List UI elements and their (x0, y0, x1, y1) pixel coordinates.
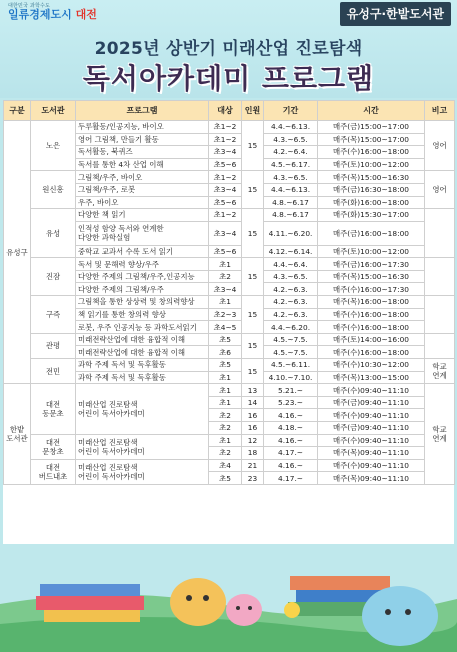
city-logo (8, 4, 97, 20)
program-cell: 중학교 교과서 수록 도서 읽기 (76, 245, 209, 258)
library-cell: 원신흥 (31, 171, 76, 209)
program-cell: 두루활동/인공지능, 바이오 (76, 121, 209, 134)
poster-title: 2025년 상반기 미래산업 진로탐색 (94, 39, 363, 59)
library-cell: 노은 (31, 121, 76, 171)
program-cell: 미래산업 진로탐색 어린이 독서아카데미 (76, 459, 209, 484)
time-cell: 매주(수)16:00~18:00 (318, 321, 425, 334)
target-cell: 초1~2 (209, 171, 242, 184)
capacity-cell: 16 (242, 422, 264, 435)
target-cell: 초5 (209, 333, 242, 346)
capacity-cell: 15 (242, 209, 264, 258)
capacity-cell: 21 (242, 459, 264, 472)
col-note: 비고 (425, 101, 455, 121)
period-cell: 4.4.~6.13. (264, 183, 318, 196)
period-cell: 4.2.~6.4. (264, 146, 318, 159)
target-cell: 초2~3 (209, 308, 242, 321)
program-cell: 다양한 주제의 그림책/우주 (76, 283, 209, 296)
target-cell: 초2 (209, 270, 242, 283)
capacity-cell: 15 (242, 121, 264, 171)
target-cell: 초3~4 (209, 221, 242, 245)
target-cell: 초2 (209, 422, 242, 435)
col-program: 프로그램 (76, 101, 209, 121)
program-cell: 과학 주제 독서 및 독후활동 (76, 359, 209, 372)
target-cell: 초1 (209, 384, 242, 397)
character-yellow-icon (170, 578, 226, 626)
period-cell: 4.11.~6.20. (264, 221, 318, 245)
period-cell: 4.4.~6.20. (264, 321, 318, 334)
note-cell (425, 258, 455, 296)
program-cell: 다양한 주제의 그림책/우주,인공지능 (76, 270, 209, 283)
time-cell: 매주(목)16:00~18:00 (318, 296, 425, 309)
target-cell: 초1 (209, 296, 242, 309)
col-capacity: 인원 (242, 101, 264, 121)
target-cell: 초6 (209, 346, 242, 359)
target-cell: 초4~5 (209, 321, 242, 334)
category-cell: 한밭 도서관 (4, 384, 31, 485)
period-cell: 4.4.~6.4. (264, 258, 318, 271)
target-cell: 초2 (209, 447, 242, 460)
program-cell: 우주, 바이오 (76, 196, 209, 209)
target-cell: 초1 (209, 434, 242, 447)
time-cell: 매주(화)16:00~18:00 (318, 196, 425, 209)
period-cell: 4.17.~ (264, 447, 318, 460)
col-target: 대상 (209, 101, 242, 121)
period-cell: 4.16.~ (264, 459, 318, 472)
capacity-cell: 14 (242, 396, 264, 409)
chick-icon (284, 602, 300, 618)
time-cell: 매주(목)15:00~17:00 (318, 133, 425, 146)
program-table (3, 100, 455, 485)
time-cell: 매주(목)09:40~11:10 (318, 472, 425, 485)
logo-main: 일류경제도시 (8, 8, 72, 21)
period-cell: 4.12.~6.14. (264, 245, 318, 258)
capacity-cell: 18 (242, 447, 264, 460)
period-cell: 5.21.~ (264, 384, 318, 397)
time-cell: 매주(목)13:00~15:00 (318, 371, 425, 384)
period-cell: 4.3.~6.5. (264, 270, 318, 283)
capacity-cell: 15 (242, 333, 264, 358)
capacity-cell: 15 (242, 296, 264, 334)
time-cell: 매주(수)16:00~18:00 (318, 308, 425, 321)
period-cell: 4.2.~6.3. (264, 283, 318, 296)
target-cell: 초3~4 (209, 146, 242, 159)
col-period: 기간 (264, 101, 318, 121)
library-cell: 대전 버드내초 (31, 459, 76, 484)
time-cell: 매주(금)09:40~11:10 (318, 422, 425, 435)
target-cell: 초5~6 (209, 158, 242, 171)
note-cell (425, 296, 455, 334)
target-cell: 초5 (209, 472, 242, 485)
target-cell: 초5~6 (209, 245, 242, 258)
logo-city: 대전 (75, 8, 97, 21)
program-cell: 독서를 통한 4차 산업 이해 (76, 158, 209, 171)
note-cell: 학교 연계 (425, 359, 455, 384)
period-cell: 4.2.~6.3. (264, 308, 318, 321)
time-cell: 매주(토)10:00~12:00 (318, 158, 425, 171)
program-cell: 미래산업 진로탐색 어린이 독서아카데미 (76, 384, 209, 434)
period-cell: 4.5.~6.17. (264, 158, 318, 171)
time-cell: 매주(수)09:40~11:10 (318, 459, 425, 472)
target-cell: 초3~4 (209, 283, 242, 296)
time-cell: 매주(금)16:00~18:00 (318, 221, 425, 245)
category-cell: 유성구 (4, 121, 31, 384)
logo-tagline: 대한민국 과학수도 (8, 3, 51, 9)
period-cell: 4.10.~7.10. (264, 371, 318, 384)
table-header-row (4, 101, 455, 121)
period-cell: 4.5.~7.5. (264, 346, 318, 359)
library-cell: 대전 문창초 (31, 434, 76, 459)
capacity-cell: 13 (242, 384, 264, 397)
program-cell: 로봇, 우주 인공지능 등 과학도서읽기 (76, 321, 209, 334)
target-cell: 초1 (209, 396, 242, 409)
table-row (4, 171, 455, 184)
target-cell: 초1~2 (209, 121, 242, 134)
time-cell: 매주(토)14:00~16:00 (318, 333, 425, 346)
target-cell: 초4 (209, 459, 242, 472)
target-cell: 초1 (209, 258, 242, 271)
library-cell: 전민 (31, 359, 76, 384)
col-library: 도서관 (31, 101, 76, 121)
period-cell: 5.23.~ (264, 396, 318, 409)
capacity-cell: 15 (242, 258, 264, 296)
note-cell (425, 209, 455, 258)
period-cell: 4.5.~7.5. (264, 333, 318, 346)
col-category: 구분 (4, 101, 31, 121)
period-cell: 4.18.~ (264, 422, 318, 435)
time-cell: 매주(목)09:40~11:10 (318, 447, 425, 460)
table-row (4, 333, 455, 346)
target-cell: 초1~2 (209, 133, 242, 146)
period-cell: 4.2.~6.3. (264, 296, 318, 309)
program-table-wrap (3, 100, 454, 544)
time-cell: 매주(금)15:00~17:00 (318, 121, 425, 134)
program-cell: 독서활동, 북퀴즈 (76, 146, 209, 159)
target-cell: 초3~4 (209, 183, 242, 196)
library-cell: 유성 (31, 209, 76, 258)
character-pink-icon (226, 594, 262, 626)
period-cell: 4.17.~ (264, 472, 318, 485)
capacity-cell: 15 (242, 359, 264, 384)
target-cell: 초1 (209, 371, 242, 384)
capacity-cell: 16 (242, 409, 264, 422)
program-cell: 미래전략산업에 대한 융합적 이해 (76, 333, 209, 346)
note-cell: 학교 연계 (425, 384, 455, 485)
time-cell: 매주(수)16:00~18:00 (318, 346, 425, 359)
target-cell: 초5~6 (209, 196, 242, 209)
book-stack-left-icon (36, 584, 144, 622)
period-cell: 4.16.~ (264, 434, 318, 447)
time-cell: 매주(수)16:00~18:00 (318, 146, 425, 159)
period-cell: 4.4.~6.13. (264, 121, 318, 134)
period-cell: 4.5.~6.11. (264, 359, 318, 372)
program-cell: 인적성 함양 독서와 연계한 다양한 과학실험 (76, 221, 209, 245)
period-cell: 4.8.~6.17 (264, 196, 318, 209)
program-cell: 미래전략산업에 대한 융합적 이해 (76, 346, 209, 359)
program-cell: 과학 주제 독서 및 독후활동 (76, 371, 209, 384)
table-row (4, 209, 455, 222)
program-cell: 그림책을 통한 상상력 및 창의력향상 (76, 296, 209, 309)
library-cell: 진잠 (31, 258, 76, 296)
col-time: 시간 (318, 101, 425, 121)
note-cell: 영어 (425, 121, 455, 171)
table-row (4, 296, 455, 309)
time-cell: 매주(수)16:00~17:30 (318, 283, 425, 296)
poster-header (0, 0, 457, 98)
footer-illustration (0, 544, 457, 652)
poster-subtitle: 독서아카데미 프로그램 (82, 62, 375, 95)
library-badge: 유성구·한밭도서관 (340, 2, 451, 26)
table-row (4, 384, 455, 397)
period-cell: 4.3.~6.5. (264, 171, 318, 184)
program-cell: 다양한 책 읽기 (76, 209, 209, 222)
time-cell: 매주(수)09:40~11:10 (318, 434, 425, 447)
capacity-cell: 15 (242, 171, 264, 209)
library-cell: 관평 (31, 333, 76, 358)
time-cell: 매주(목)15:00~16:30 (318, 270, 425, 283)
time-cell: 매주(금)16:30~18:00 (318, 183, 425, 196)
period-cell: 4.16.~ (264, 409, 318, 422)
target-cell: 초1~2 (209, 209, 242, 222)
character-blue-icon (362, 586, 438, 646)
capacity-cell: 23 (242, 472, 264, 485)
target-cell: 초2 (209, 409, 242, 422)
time-cell: 매주(토)10:00~12:00 (318, 245, 425, 258)
table-body (4, 121, 455, 485)
table-row (4, 459, 455, 472)
period-cell: 4.3.~6.5. (264, 133, 318, 146)
program-cell: 미래산업 진로탐색 어린이 독서아카데미 (76, 434, 209, 459)
target-cell: 초5 (209, 359, 242, 372)
note-cell: 영어 (425, 171, 455, 209)
table-row (4, 121, 455, 134)
table-row (4, 359, 455, 372)
table-row (4, 258, 455, 271)
time-cell: 매주(수)09:40~11:10 (318, 409, 425, 422)
program-cell: 영어 그림책, 만들기 활동 (76, 133, 209, 146)
program-cell: 책 읽기를 통한 창의력 향상 (76, 308, 209, 321)
period-cell: 4.8.~6.17 (264, 209, 318, 222)
time-cell: 매주(목)15:00~16:30 (318, 171, 425, 184)
capacity-cell: 12 (242, 434, 264, 447)
program-cell: 독서 및 문해력 향상/우주 (76, 258, 209, 271)
library-cell: 구즉 (31, 296, 76, 334)
time-cell: 매주(수)10:30~12:00 (318, 359, 425, 372)
time-cell: 매주(수)09:40~11:10 (318, 384, 425, 397)
program-cell: 그림책/우주, 바이오 (76, 171, 209, 184)
note-cell (425, 333, 455, 358)
table-row (4, 434, 455, 447)
time-cell: 매주(화)15:30~17:00 (318, 209, 425, 222)
time-cell: 매주(금)09:40~11:10 (318, 396, 425, 409)
time-cell: 매주(금)16:00~17:30 (318, 258, 425, 271)
library-cell: 대전 동문초 (31, 384, 76, 434)
program-cell: 그림책/우주, 로봇 (76, 183, 209, 196)
